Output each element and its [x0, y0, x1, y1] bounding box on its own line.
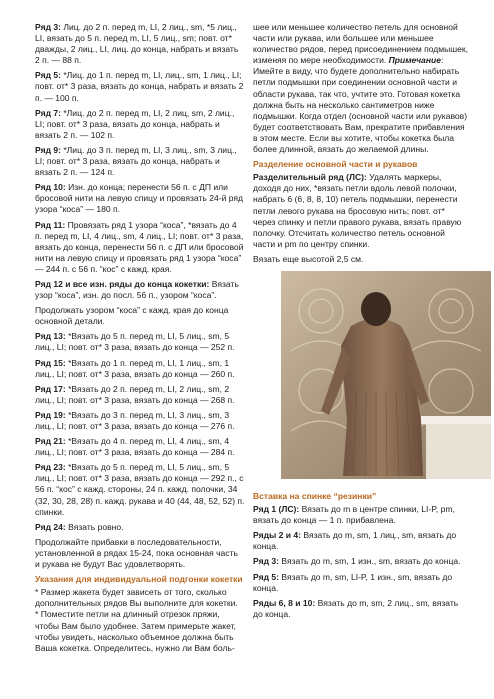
continue-text: Продолжать узором “коса” с кажд. края до конца основной детали. [35, 305, 229, 327]
row-12: Ряд 12 и все изн. ряды до конца кокетки: Вязать узор “коса”, изн. до посл. 56 п., узором “коса”. [35, 278, 239, 301]
fit-text: * Размер жакета будет зависеть от того, сколько дополнительных рядов Вы выполните для кокетки. * Поместите петли на длинный отрезок пряжи, чтобы Вам было удобнее. Затем примерьте жакет, чтобы увидеть, насколько объемное должна быть Ваша кокетка. Определитесь, нужно ли Вам боль- [35, 587, 238, 653]
division-heading: Разделение основной части и рукавов [253, 159, 418, 170]
rib-rows-2-4: Ряды 2 и 4: Вязать до m, sm, 1 лиц., sm, вязать до конца. [253, 530, 457, 552]
right-column [253, 22, 468, 624]
continued-text: шее или меньшее количество петель для основной части или рукава, или большее или меньшее количество рядов, перед присоединением подмышек, изменяя по мере необходимости. Примечание: Имейте в виду, что будете дополнительно набирать петли подмышки при соединении основной части и области рукава, так что, учтите это. Готовая кокетка должна быть на несколько сантиметров ниже подмышки. Когда отдел (основной части или рукавов) будет соответствовать Вам, прекратите прибавления в этом месте. Если вы хотите, чтобы кокетка была более длинной, вязать до желаемой длины. [253, 22, 469, 155]
row-19: Ряд 19: *Вязать до 3 п. перед m, LI, 3 лиц., sm, 3 лиц., LI; повт. от* 3 раза, вязать до конца — 276 п. [35, 409, 235, 431]
row-3: Ряд 3: Лиц. до 2 п. перед m, LI, 2 лиц., sm, *5 лиц., LI, вязать до 5 п. перед m, LI, 5 лиц., sm; повт. от* дважды, 2 лиц., LI, лиц. до конца, набрать и вязать 2 п. — 88 п. [35, 22, 239, 66]
row-15: Ряд 15: *Вязать до 1 п. перед m, LI, 1 лиц., sm, 1 лиц., LI; повт. от* 3 раза, вязать до конца — 260 п. [35, 357, 235, 379]
left-column [35, 22, 245, 658]
rib-row-1: Ряд 1 (ЛС): Вязать до m в центре спинки, LI-P, pm, вязать до конца — 1 п. прибавлена. [253, 504, 455, 526]
fit-heading: Указания для индивидуальной подгонки кокетки [35, 574, 243, 585]
increase-paragraph: Продолжайте прибавки в последовательности, установленной в рядах 15-24, пока основная часть и рукава не будут Вас удовлетворять. [35, 536, 238, 570]
rib-row-3: Ряд 3: Вязать до m, sm, 1 изн., sm, вязать до конца. [253, 556, 461, 567]
model-photo-svg [281, 271, 491, 479]
row-23: Ряд 23: *Вязать до 5 п. перед m, LI, 5 лиц., sm, 5 лиц., LI; повт. от* 3 раза, вязать до конца — 292 п., с 56 п. “кос” с кажд. стороны, 24 п. кажд. полочки, 34 (32, 30, 28, 28) п. кажд. рукава и 40 (44, 48, 52, 52) п. спинки. [35, 462, 245, 517]
model-photo [281, 271, 491, 479]
row-13: Ряд 13: *Вязать до 5 п. перед m, LI, 5 лиц., sm, 5 лиц., LI; повт. от* 3 раза, вязать до конца — 252 п. [35, 331, 235, 353]
row-10: Ряд 10: Изн. до конца; перенести 56 п. с ДП или бросовой нити на левую спицу и провязать 24-й ряд узора “коса” — 180 п. [35, 182, 244, 215]
rib-heading: Вставка на спинке “резинки” [253, 490, 377, 501]
row-9: Ряд 9: *Лиц. до 3 п. перед m, LI, 3 лиц., sm, 3 лиц., LI; повт. от* 3 раза, вязать до конца, набрать и вязать 2 п. — 124 п. [35, 144, 237, 178]
row-7: Ряд 7: *Лиц. до 2 п. перед m, LI, 2 лиц, sm, 2 лиц., LI; повт. от* 3 раза, вязать до конца, набрать и вязать 2 п. — 102 п. [35, 107, 235, 140]
rib-row-5: Ряд 5: Вязать до m, sm, LI-P, 1 изн., sm, вязать до конца. [253, 571, 453, 593]
row-11: Ряд 11: Провязать ряд 1 узора “коса”, *вязать до 4 п. перед m, LI, 4 лиц., sm, 4 лиц., LI; повт. от* 3 раза, вязать до конца, перенести 56 п. с ДП или бросовой нити на левую спицу и провязать ряд 1 узора “коса” — 244 п. с 56 п. “кос” с кажд. края. [35, 219, 244, 274]
row-24: Ряд 24: Вязать ровно. [35, 521, 124, 532]
division-row: Разделительный ряд (ЛС): Удалять маркеры, доходя до них, *вязать петли вдоль левой полочки, набрать 6 (6, 8, 8, 10) петель подмышки, перенести петли левого рукава на бросовую нить; повт. от* через спинку и петли правого рукава, вязать правую полочку. Отсчитать количество петель основной части и pm по центру спинки. [253, 172, 462, 249]
knit-more: Вязать еще высотой 2,5 см. [253, 253, 364, 264]
rib-rows-6-8-10: Ряды 6, 8 и 10: Вязать до m, sm, 2 лиц., sm, вязать до конца. [253, 597, 459, 619]
row-17: Ряд 17: *Вязать до 2 п. перед m, LI, 2 лиц., sm, 2 лиц., LI; повт. от* 3 раза, вязать до конца — 268 п. [35, 383, 235, 405]
row-21: Ряд 21: *Вязать до 4 п. перед m, LI, 4 лиц., sm, 4 лиц., LI; повт. от* 3 раза, вязать до конца — 284 п. [35, 436, 235, 458]
row-5: Ряд 5: *Лиц. до 1 п. перед m, LI, лиц., sm, 1 лиц., LI; повт. от* 3 раза, вязать до конца, набрать и вязать 2 п. — 100 п. [35, 70, 244, 103]
